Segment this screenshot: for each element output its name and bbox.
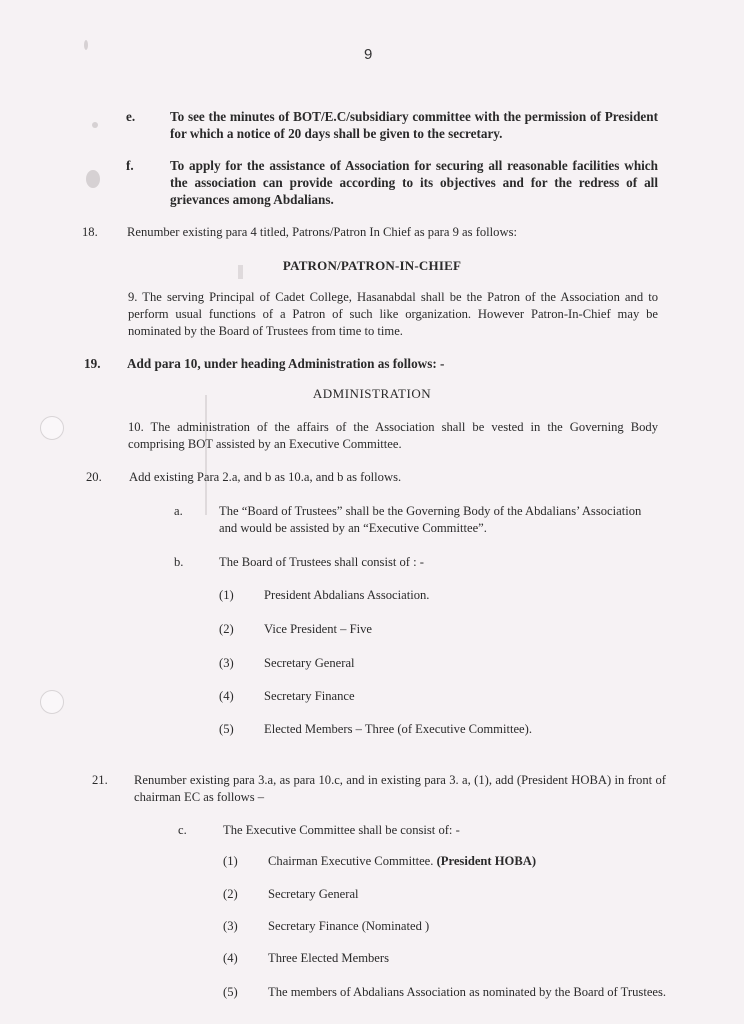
list-item-text: To apply for the assistance of Association for securing all reasonable facilities which the association can provide according to its objectives and for the redress of all grievances among Abdalians. bbox=[170, 158, 658, 207]
list-number: (5) bbox=[223, 985, 238, 999]
list-marker: a. bbox=[174, 504, 183, 518]
list-number: (5) bbox=[219, 722, 234, 736]
paragraph: 10. The administration of the affairs of the Association shall be vested in the Governing Body comprising BOT assisted by an Executive Committee. bbox=[128, 420, 658, 451]
paragraph: 9. The serving Principal of Cadet College, Hasanabdal shall be the Patron of the Association and to perform usual functions of a Patron of such like organization. However Patron-In-Chief may be nominated by the Board of Trustees from time to time. bbox=[128, 290, 658, 338]
list-item-text: Secretary Finance bbox=[264, 689, 355, 703]
para-number: 21. bbox=[92, 773, 108, 787]
para-number: 19. bbox=[84, 356, 101, 371]
section-heading: PATRON/PATRON-IN-CHIEF bbox=[282, 258, 462, 273]
list-item-text: Vice President – Five bbox=[264, 622, 373, 636]
para-number: 20. bbox=[86, 470, 102, 484]
list-item-text: The Executive Committee shall be consist of: - bbox=[223, 823, 460, 837]
list-item-text: Secretary Finance (Nominated ) bbox=[268, 919, 430, 933]
list-item-text: The “Board of Trustees” shall be the Governing Body of the Abdalians’ Association and would be assisted by an “Executive Committee”. bbox=[219, 504, 642, 535]
list-number: (4) bbox=[223, 951, 238, 965]
list-item-text: The members of Abdalians Association as nominated by the Board of Trustees. bbox=[268, 985, 667, 999]
para-text: Add existing Para 2.a, and b as 10.a, and b as follows. bbox=[129, 470, 402, 484]
para-text: Renumber existing para 3.a, as para 10.c, and in existing para 3. a, (1), add (President HOBA) in front of chairman EC as follows – bbox=[134, 773, 666, 804]
section-heading: ADMINISTRATION bbox=[312, 386, 432, 401]
list-marker: c. bbox=[178, 823, 187, 837]
list-item-text: President Abdalians Association. bbox=[264, 588, 430, 602]
punch-hole bbox=[40, 690, 64, 714]
list-number: (2) bbox=[223, 887, 238, 901]
para-number: 18. bbox=[82, 225, 98, 239]
president-hoba-note: (President HOBA) bbox=[436, 854, 537, 868]
scan-speck bbox=[84, 40, 88, 50]
list-item-text: Elected Members – Three (of Executive Committee). bbox=[264, 722, 532, 736]
list-item-text: The Board of Trustees shall consist of : - bbox=[219, 555, 424, 569]
list-marker: e. bbox=[126, 109, 136, 124]
list-item-text: Secretary General bbox=[264, 656, 355, 670]
list-number: (4) bbox=[219, 689, 234, 703]
list-item-text-main: Chairman Executive Committee. bbox=[268, 854, 437, 868]
list-item-text: Secretary General bbox=[268, 887, 359, 901]
list-number: (2) bbox=[219, 622, 234, 636]
list-item-text: Three Elected Members bbox=[268, 951, 389, 965]
list-marker: b. bbox=[174, 555, 184, 569]
list-number: (3) bbox=[219, 656, 234, 670]
scan-speck bbox=[86, 170, 100, 188]
punch-hole bbox=[40, 416, 64, 440]
scan-speck bbox=[92, 122, 98, 128]
para-text: Renumber existing para 4 titled, Patrons/Patron In Chief as para 9 as follows: bbox=[127, 225, 517, 239]
para-text: Add para 10, under heading Administration as follows: - bbox=[127, 356, 445, 371]
list-number: (1) bbox=[219, 588, 234, 602]
list-number: (3) bbox=[223, 919, 238, 933]
list-item-text bbox=[268, 853, 536, 870]
list-marker: f. bbox=[126, 158, 134, 173]
scan-streak bbox=[205, 395, 207, 515]
page-number: 9 bbox=[364, 46, 373, 63]
list-number: (1) bbox=[223, 854, 238, 868]
list-item-text: To see the minutes of BOT/E.C/subsidiary committee with the permission of President for which a notice of 20 days shall be given to the secretary. bbox=[170, 109, 658, 141]
